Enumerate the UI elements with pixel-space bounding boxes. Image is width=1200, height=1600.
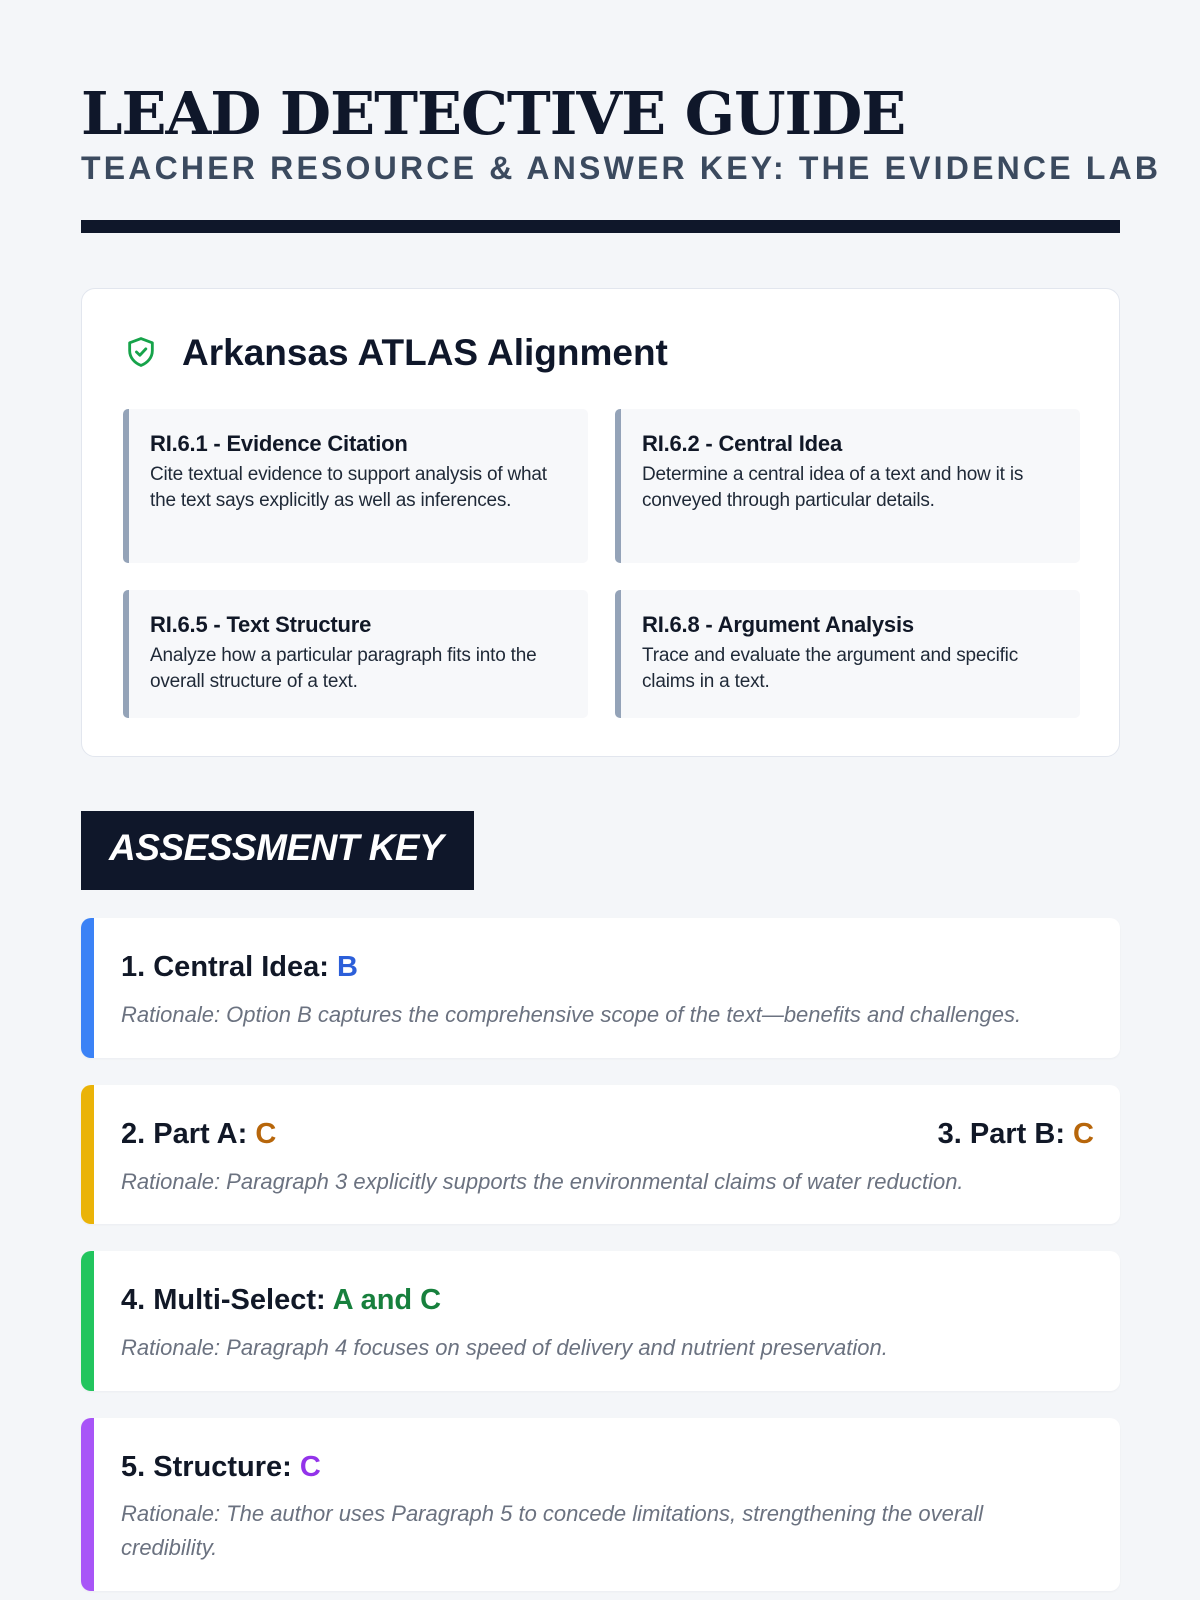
standard-code: RI.6.8 - Argument Analysis <box>642 612 914 637</box>
answer-rationale: Rationale: Option B captures the comprehensive scope of the text—benefits and challenges. <box>121 1002 1022 1027</box>
answer-rationale: Rationale: Paragraph 3 explicitly supports the environmental claims of water reduction. <box>121 1169 964 1194</box>
answer-card-part-a-b <box>81 1085 1120 1224</box>
question-label: 5. Structure: <box>121 1451 292 1483</box>
standard-code: RI.6.1 - Evidence Citation <box>150 431 408 456</box>
standard-code: RI.6.5 - Text Structure <box>150 612 372 637</box>
answer-question <box>121 953 358 982</box>
question-label: 3. Part B: <box>937 1118 1065 1150</box>
accent-stripe <box>81 1251 94 1391</box>
answer-line <box>121 1286 1094 1315</box>
shield-check-icon <box>124 333 158 371</box>
answer-value: C <box>255 1118 277 1150</box>
standard-description: Trace and evaluate the argument and specific claims in a text. <box>642 645 1019 693</box>
standard-description: Cite textual evidence to support analysis of what the text says explicitly as well as inferences. <box>150 464 547 512</box>
answer-rationale: Rationale: The author uses Paragraph 5 to concede limitations, strengthening the overall credibility. <box>121 1501 984 1560</box>
answer-value: A and C <box>332 1284 442 1316</box>
accent-stripe <box>81 1418 94 1591</box>
answer-value: C <box>299 1451 321 1483</box>
standard-description: Analyze how a particular paragraph fits into the overall structure of a text. <box>150 645 537 693</box>
title-divider <box>81 220 1120 233</box>
standard-item <box>615 409 1080 563</box>
standards-alignment-card <box>81 288 1120 757</box>
answer-line <box>121 1453 1094 1482</box>
answer-card-central-idea <box>81 918 1120 1058</box>
standard-item <box>123 409 588 563</box>
standard-item <box>615 590 1080 718</box>
accent-stripe <box>81 918 94 1058</box>
page-title: LEAD DETECTIVE GUIDE <box>81 79 906 148</box>
answer-card-structure <box>81 1418 1120 1591</box>
question-label: 2. Part A: <box>121 1118 248 1150</box>
alignment-title: Arkansas ATLAS Alignment <box>182 331 668 373</box>
answer-rationale: Rationale: Paragraph 4 focuses on speed of delivery and nutrient preservation. <box>121 1335 888 1360</box>
answer-question-part-a <box>121 1120 276 1149</box>
answer-card-multi-select <box>81 1251 1120 1391</box>
question-label: 1. Central Idea: <box>121 951 329 983</box>
answer-value: B <box>336 951 358 983</box>
standard-code: RI.6.2 - Central Idea <box>642 431 842 456</box>
answer-question <box>121 1453 321 1482</box>
alignment-header <box>124 333 668 371</box>
answer-line <box>121 1120 1094 1149</box>
page-subtitle: TEACHER RESOURCE & ANSWER KEY: THE EVIDENCE LAB <box>81 150 1162 186</box>
answer-question <box>121 1286 441 1315</box>
standards-grid <box>123 409 1080 718</box>
accent-stripe <box>81 1085 94 1224</box>
standard-description: Determine a central idea of a text and how it is conveyed through particular details. <box>642 464 1024 512</box>
answer-question-part-b <box>938 1120 1094 1149</box>
assessment-key-heading: ASSESSMENT KEY <box>81 811 474 890</box>
question-label: 4. Multi-Select: <box>121 1284 326 1316</box>
answer-value: C <box>1073 1118 1094 1150</box>
standard-item <box>123 590 588 718</box>
answer-line <box>121 953 1094 982</box>
